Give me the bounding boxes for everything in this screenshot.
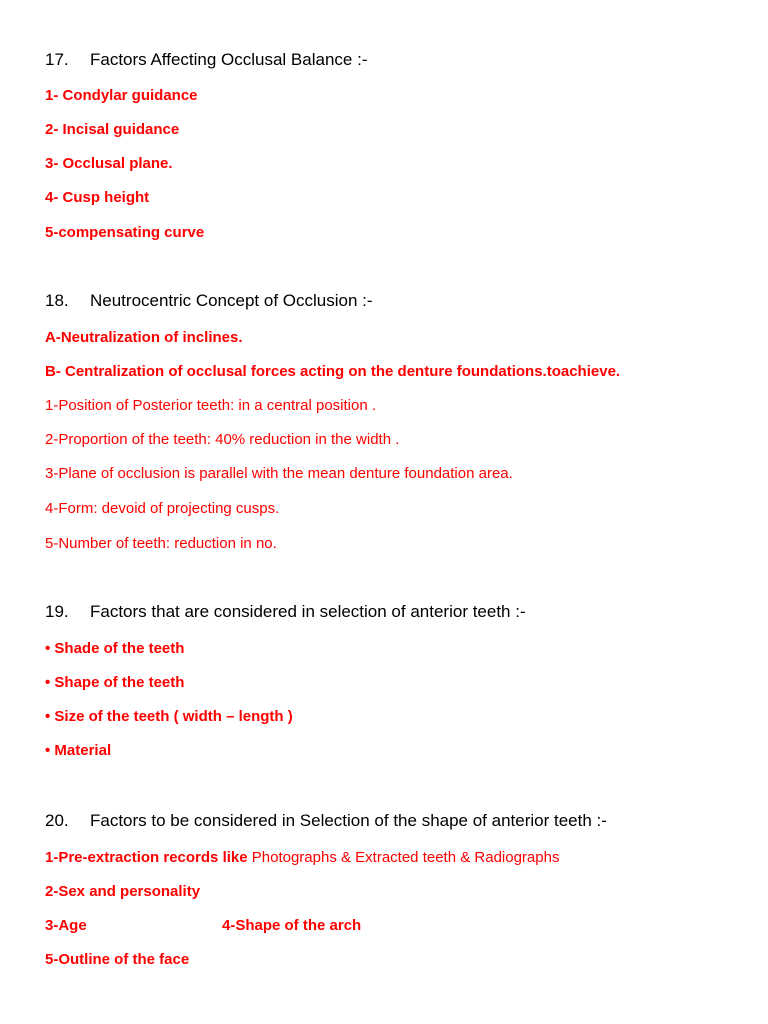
list-item: 1- Condylar guidance xyxy=(45,87,198,104)
list-item: 3-Age xyxy=(45,917,87,934)
list-item: • Material xyxy=(45,742,112,759)
section-17-heading xyxy=(45,50,367,70)
section-number: 18. xyxy=(45,291,69,310)
list-item: • Shade of the teeth xyxy=(45,640,185,657)
list-item: 5-compensating curve xyxy=(45,224,205,241)
list-item: 2-Proportion of the teeth: 40% reduction in the width . xyxy=(45,431,400,448)
list-item: • Size of the teeth ( width – length ) xyxy=(45,708,293,725)
list-item: 1-Position of Posterior teeth: in a central position . xyxy=(45,397,377,414)
list-item: 3-Plane of occlusion is parallel with the mean denture foundation area. xyxy=(45,465,513,482)
section-19-heading xyxy=(45,602,526,622)
section-title: Factors Affecting Occlusal Balance :- xyxy=(90,50,368,69)
section-number: 20. xyxy=(45,811,69,830)
section-number: 19. xyxy=(45,602,69,621)
list-item: 2- Incisal guidance xyxy=(45,121,180,138)
section-number: 17. xyxy=(45,50,69,69)
section-20-heading xyxy=(45,811,607,831)
list-item: 5-Outline of the face xyxy=(45,951,190,968)
list-item: • Shape of the teeth xyxy=(45,674,185,691)
list-item xyxy=(45,849,559,866)
section-title: Factors to be considered in Selection of the shape of anterior teeth :- xyxy=(90,811,607,830)
section-title: Factors that are considered in selection of anterior teeth :- xyxy=(90,602,526,621)
list-item-bold-part: 1-Pre-extraction records like xyxy=(45,849,248,866)
list-item: 5-Number of teeth: reduction in no. xyxy=(45,535,277,552)
list-item: A-Neutralization of inclines. xyxy=(45,329,243,346)
list-item: 4- Cusp height xyxy=(45,189,150,206)
section-title: Neutrocentric Concept of Occlusion :- xyxy=(90,291,373,310)
list-item: 3- Occlusal plane. xyxy=(45,155,173,172)
list-item: 2-Sex and personality xyxy=(45,883,201,900)
list-item: B- Centralization of occlusal forces acting on the denture foundations.toachieve. xyxy=(45,363,621,380)
list-item-plain-part: Photographs & Extracted teeth & Radiographs xyxy=(247,849,560,866)
list-item: 4-Shape of the arch xyxy=(222,917,362,934)
section-18-heading xyxy=(45,291,373,311)
list-item: 4-Form: devoid of projecting cusps. xyxy=(45,500,280,517)
